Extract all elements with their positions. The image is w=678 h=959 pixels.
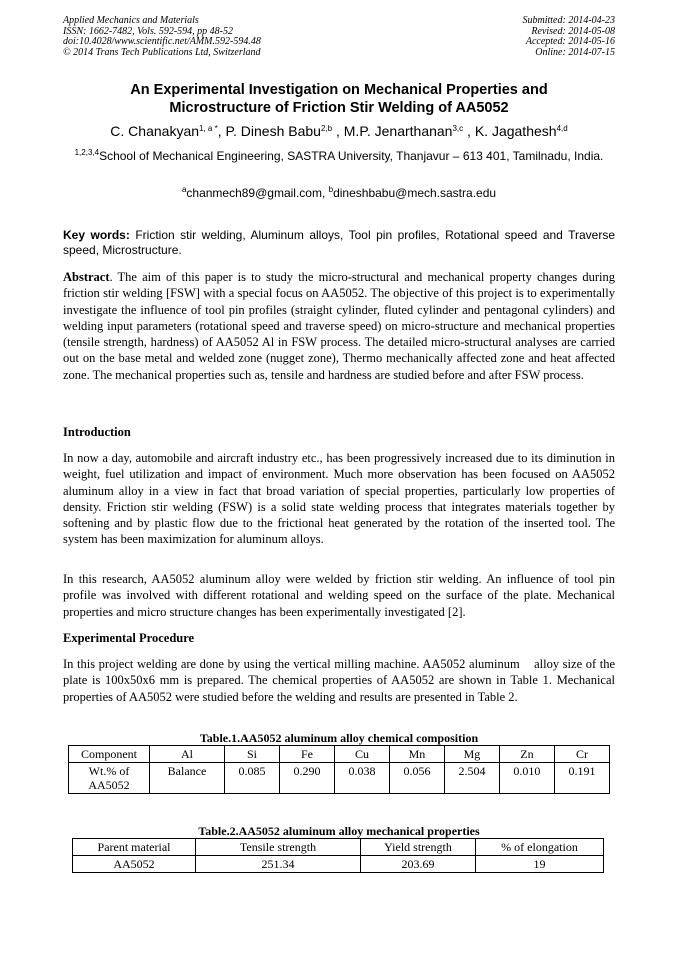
email-b-superscript: b (328, 185, 334, 194)
journal-copyright: © 2014 Trans Tech Publications Ltd, Switzerland (63, 46, 261, 58)
table-cell: 0.191 (554, 763, 609, 794)
journal-issn: ISSN: 1662-7482, Vols. 592-594, pp 48-52 (63, 25, 233, 37)
email-b[interactable]: dineshbabu@mech.sastra.edu (333, 186, 497, 200)
table-cell: Balance (150, 763, 225, 794)
affiliation-superscript: 1,2,3,4 (74, 148, 100, 157)
introduction-heading: Introduction (63, 425, 131, 439)
date-submitted: Submitted: 2014-04-23 (522, 15, 615, 26)
table-cell: Si (225, 746, 280, 763)
date-accepted: Accepted: 2014-05-16 (525, 36, 615, 47)
table-cell: Mn (389, 746, 444, 763)
author-name: P. Dinesh Babu (225, 123, 321, 139)
table-cell: Cr (554, 746, 609, 763)
table-cell: Mg (444, 746, 499, 763)
date-online: Online: 2014-07-15 (535, 46, 615, 58)
table-2-caption: Table.2.AA5052 aluminum alloy mechanical properties (198, 824, 480, 838)
email-separator: , (321, 186, 329, 200)
table-cell: 203.69 (361, 856, 476, 873)
author-emails (63, 185, 615, 201)
table-cell: Al (150, 746, 225, 763)
table-2-mechanical-properties (72, 838, 604, 873)
table-1-caption: Table.1.AA5052 aluminum alloy chemical composition (199, 731, 479, 745)
introduction-paragraph-2: In this research, AA5052 aluminum alloy were welded by friction stir welding. An influence of tool pin profile was involved with different rotational and welding speed on the surface of the plate. Mechanical properties and micro structure changes has been experimentally investigated [2]. (63, 572, 615, 619)
procedure-paragraph: In this project welding are done by using the vertical milling machine. AA5052 aluminum alloy size of the plate is 100x50x6 mm is prepared. The chemical properties of AA5052 are shown in Table 1. Mechanical properties of AA5052 were studied before the welding and results are presented in Table 2. (63, 657, 619, 704)
table-cell: Wt.% of AA5052 (69, 763, 150, 794)
introduction-paragraph-1: In now a day, automobile and aircraft industry etc., has been progressively increased due to its diminution in weight, fuel utilization and impact of environment. Much more observation has been focused on AA5052 aluminum alloy in a view in fact that broad variation of special properties, particularly low properties of density. Friction stir welding (FSW) is a solid state welding process that integrates materials together by softening and by plastic flow due to the frictional heat generated by the rotation of the inserted tool. The system has been maximization for aluminum alloys. (63, 451, 615, 547)
table-cell: 0.290 (280, 763, 335, 794)
table-1-chemical-composition (68, 745, 610, 794)
author-superscript: 1, a * (199, 124, 218, 133)
keywords-text: Friction stir welding, Aluminum alloys, Tool pin profiles, Rotational speed and Traverse speed, Microstructure. (63, 228, 616, 257)
title-line-2: Microstructure of Friction Stir Welding of AA5052 (169, 100, 509, 116)
table-2-header-row (73, 839, 604, 856)
email-a[interactable]: chanmech89@gmail.com (186, 186, 322, 200)
procedure-heading: Experimental Procedure (63, 631, 195, 645)
author-superscript: 4,d (556, 124, 568, 133)
table-cell: 251.34 (196, 856, 361, 873)
table-cell: 0.056 (389, 763, 444, 794)
author-name: C. Chanakyan (110, 123, 200, 139)
table-1-data-row (69, 763, 610, 794)
author-superscript: 3,c (452, 124, 464, 133)
date-revised: Revised: 2014-05-08 (531, 25, 615, 37)
table-cell: 0.085 (225, 763, 280, 794)
author-superscript: 2,b (320, 124, 333, 133)
journal-doi: doi:10.4028/www.scientific.net/AMM.592-594.48 (63, 36, 261, 47)
table-cell: 19 (476, 856, 604, 873)
table-cell: Fe (280, 746, 335, 763)
author-name: M.P. Jenarthanan (343, 123, 453, 139)
abstract (63, 269, 615, 383)
table-cell: AA5052 (73, 856, 196, 873)
keywords-label: Key words: (63, 228, 130, 242)
journal-info (63, 16, 261, 58)
table-cell: Component (69, 746, 150, 763)
abstract-label: Abstract (63, 270, 110, 284)
table-cell: Tensile strength (196, 839, 361, 856)
author-separator: , (217, 123, 226, 139)
author-separator: , (463, 123, 475, 139)
email-a-superscript: a (181, 185, 187, 194)
table-cell: Parent material (73, 839, 196, 856)
paper-title (63, 81, 615, 117)
journal-name: Applied Mechanics and Materials (63, 15, 199, 26)
affiliation (72, 148, 606, 164)
affiliation-text: School of Mechanical Engineering, SASTRA University, Thanjavur – 613 401, Tamilnadu, India. (99, 149, 604, 163)
table-cell: Yield strength (361, 839, 476, 856)
table-cell: 0.038 (334, 763, 389, 794)
table-cell: 2.504 (444, 763, 499, 794)
abstract-text: . The aim of this paper is to study the micro-structural and mechanical property changes during friction stir welding [FSW] with a special focus on AA5052. The objective of this project is to experimentally investigate the influence of tool pin profiles (straight cylinder, fluted cylinder and pentagonal cylinders) and welding input parameters (rotational speed and traverse speed) on micro-structure and mechanical properties (tensile strength, hardness) of AA5052 Al in FSW process. The detailed micro-structural analyses are carried out on the base metal and welded zone (nugget zone), Thermo mechanically affected zone and heat affected zone. The mechanical properties such as, tensile and hardness are studied before and after FSW process. (63, 270, 615, 382)
title-line-1: An Experimental Investigation on Mechanical Properties and (130, 82, 548, 98)
table-1-header-row (69, 746, 610, 763)
table-cell: Cu (334, 746, 389, 763)
author-name: K. Jagathesh (474, 123, 557, 139)
table-cell: 0.010 (499, 763, 554, 794)
table-cell: Zn (499, 746, 554, 763)
keywords (63, 228, 615, 258)
table-2-data-row (73, 856, 604, 873)
publication-dates (523, 16, 616, 58)
author-separator: , (332, 123, 344, 139)
table-cell: % of elongation (476, 839, 604, 856)
author-list (40, 122, 638, 140)
